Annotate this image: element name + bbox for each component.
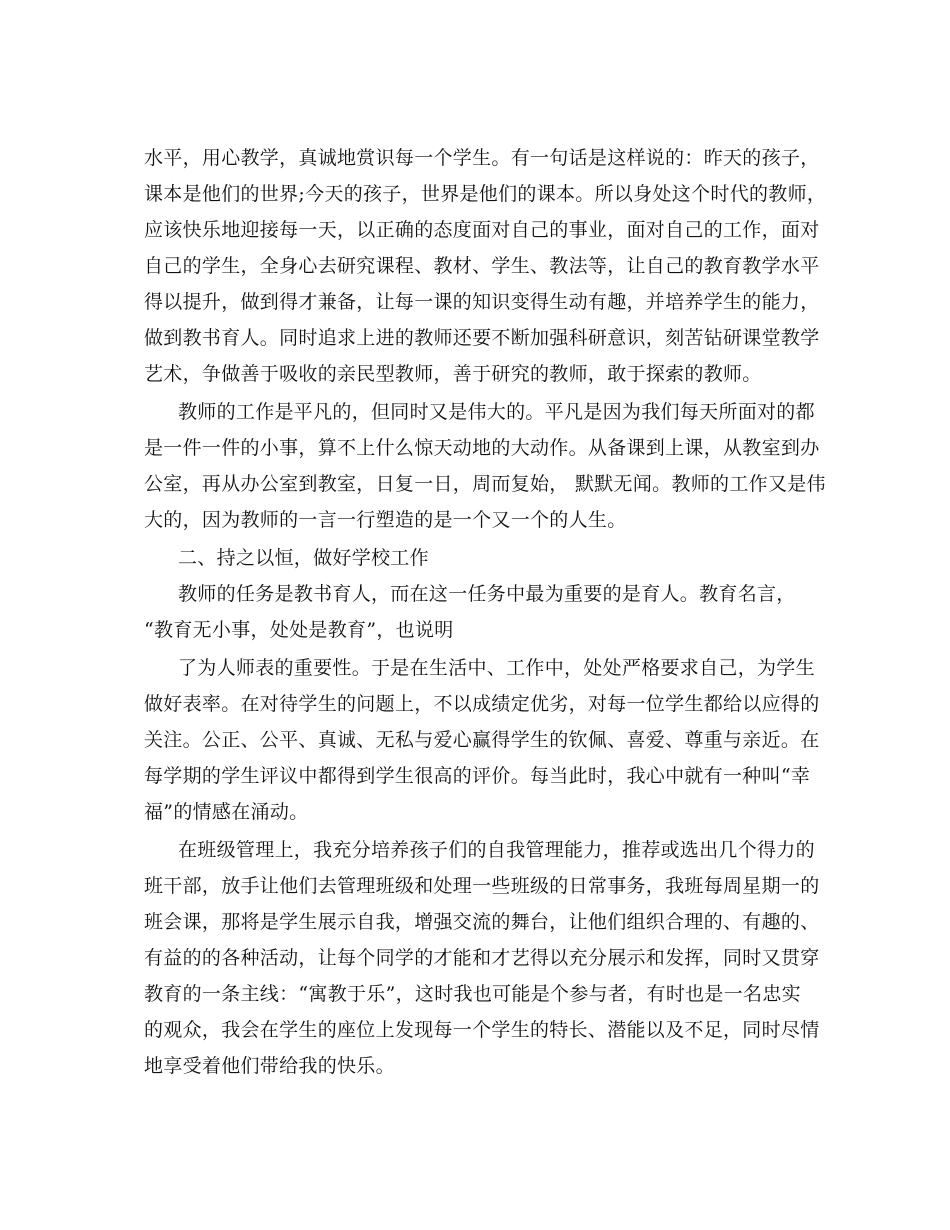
paragraph-line: 自己的学生，全身心去研究课程、教材、学生、教法等，让自己的教育教学水平: [144, 255, 820, 277]
paragraph-line: 得以提升，做到得才兼备，让每一课的知识变得生动有趣，并培养学生的能力，: [144, 291, 820, 313]
paragraph-line: 地享受着他们带给我的快乐。: [144, 1055, 395, 1077]
paragraph-line: 班干部，放手让他们去管理班级和处理一些班级的日常事务，我班每周星期一的: [144, 875, 820, 897]
paragraph-line: 教师的工作是平凡的，但同时又是伟大的。平凡是因为我们每天所面对的都: [178, 401, 815, 423]
paragraph-line: 在班级管理上，我充分培养孩子们的自我管理能力，推荐或选出几个得力的: [178, 839, 815, 861]
paragraph-line: 做好表率。在对待学生的问题上，不以成绩定优劣，对每一位学生都给以应得的: [144, 693, 820, 715]
paragraph-line: 做到教书育人。同时追求上进的教师还要不断加强科研意识，刻苦钻研课堂教学: [144, 327, 820, 349]
paragraph-line: 福”的情感在涌动。: [144, 801, 309, 823]
paragraph-line: 课本是他们的世界;今天的孩子，世界是他们的课本。所以身处这个时代的教师，: [144, 183, 827, 205]
paragraph-line: 是一件一件的小事，算不上什么惊天动地的大动作。从备课到上课，从教室到办: [144, 437, 820, 459]
paragraph-line: 水平，用心教学，真诚地赏识每一个学生。有一句话是这样说的：昨天的孩子，: [144, 147, 820, 169]
paragraph-line: 班会课，那将是学生展示自我，增强交流的舞台，让他们组织合理的、有趣的、: [144, 911, 820, 933]
paragraph-line: “教育无小事，处处是教育”，也说明: [144, 619, 454, 641]
paragraph-line: 每学期的学生评议中都得到学生很高的评价。每当此时，我心中就有一种叫“幸: [144, 765, 811, 787]
paragraph-line: 艺术，争做善于吸收的亲民型教师，善于研究的教师，敢于探索的教师。: [144, 363, 762, 385]
paragraph-line: 了为人师表的重要性。于是在生活中、工作中，处处严格要求自己，为学生: [178, 657, 815, 679]
paragraph-line: 教育的一条主线：“寓教于乐”，这时我也可能是个参与者，有时也是一名忠实: [144, 983, 801, 1005]
paragraph-line: 教师的任务是教书育人，而在这一任务中最为重要的是育人。教育名言，: [178, 583, 796, 605]
paragraph-line: 有益的的各种活动，让每个同学的才能和才艺得以充分展示和发挥，同时又贯穿: [144, 947, 820, 969]
paragraph-line: 大的，因为教师的一言一行塑造的是一个又一个的人生。: [144, 509, 627, 531]
paragraph-line: 公室，再从办公室到教室，日复一日，周而复始， 默默无闻。教师的工作又是伟: [144, 473, 826, 495]
paragraph-line: 应该快乐地迎接每一天，以正确的态度面对自己的事业，面对自己的工作，面对: [144, 219, 820, 241]
paragraph-line: 的观众，我会在学生的座位上发现每一个学生的特长、潜能以及不足，同时尽情: [144, 1019, 820, 1041]
section-heading: 二、持之以恒，做好学校工作: [178, 547, 429, 569]
paragraph-line: 关注。公正、公平、真诚、无私与爱心赢得学生的钦佩、喜爱、尊重与亲近。在: [144, 729, 820, 751]
